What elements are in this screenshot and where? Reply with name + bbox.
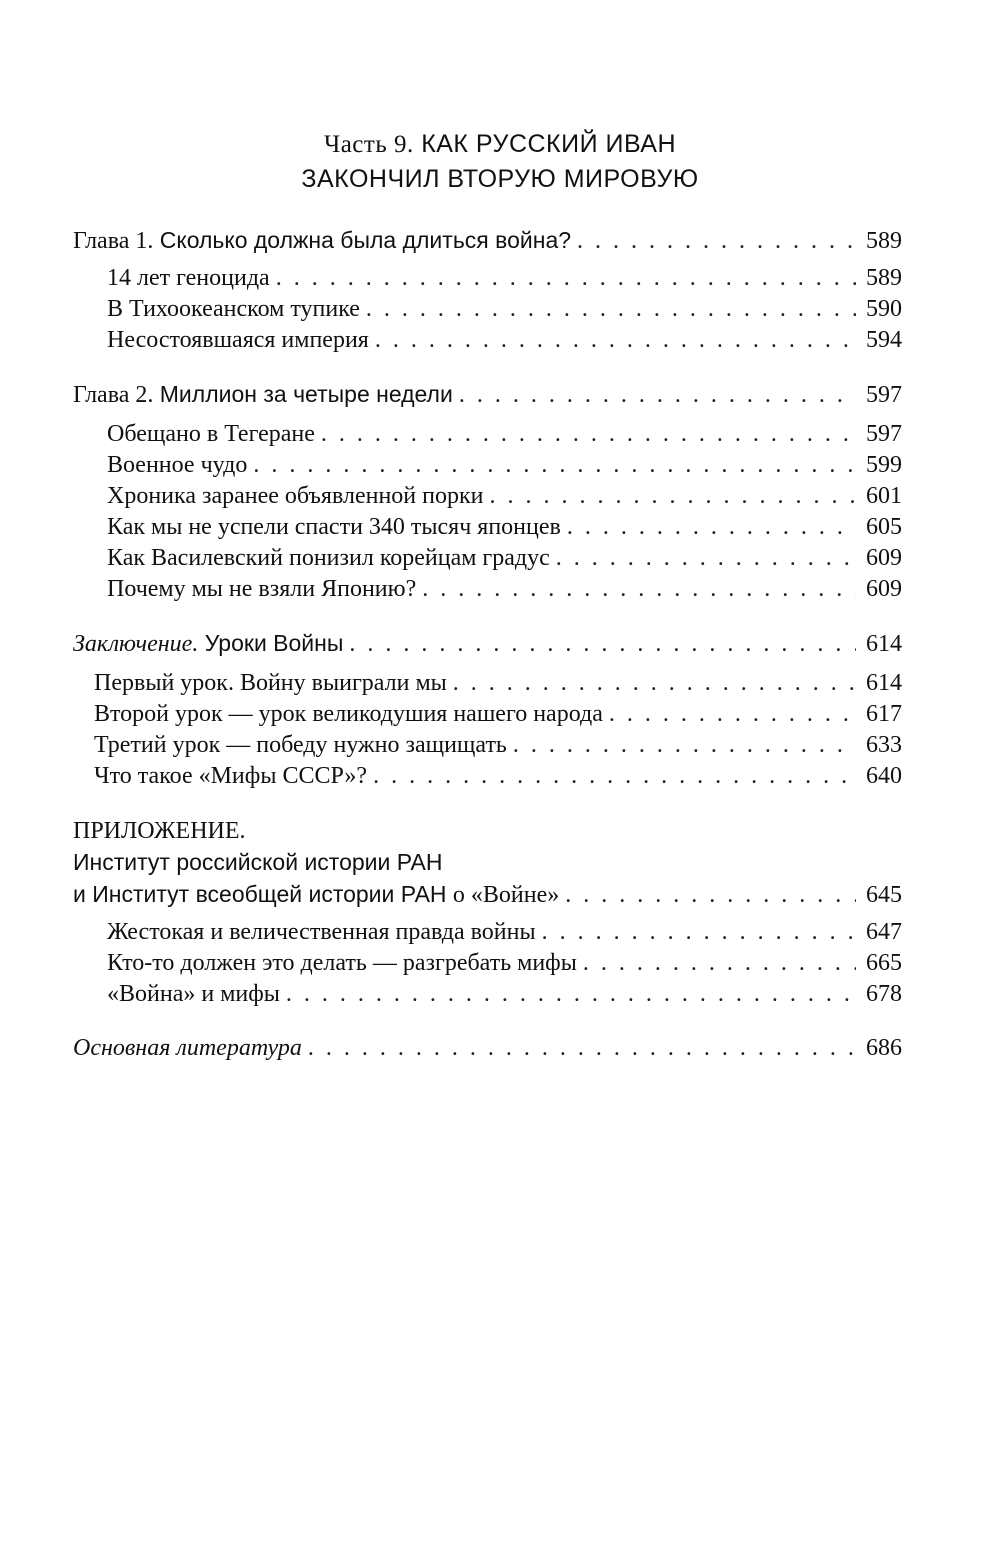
- toc-entry-page: 601: [866, 483, 902, 509]
- toc-entry-title: Жестокая и величественная правда войны: [107, 919, 536, 945]
- part-title-text-1: КАК РУССКИЙ ИВАН: [421, 130, 677, 158]
- chapter-2-prefix: Глава 2.: [73, 382, 154, 408]
- leader-dots: [276, 264, 856, 292]
- leader-dots: [375, 326, 856, 354]
- leader-dots: [609, 700, 856, 728]
- conclusion-page: 614: [866, 631, 902, 657]
- toc-entry-page: 609: [866, 576, 902, 602]
- toc-entry-title: Военное чудо: [107, 452, 248, 478]
- leader-dots: [513, 731, 856, 759]
- toc-entry[interactable]: [107, 918, 902, 946]
- toc-entry[interactable]: [107, 264, 902, 292]
- toc-entry[interactable]: [107, 575, 902, 603]
- leader-dots: [373, 762, 856, 790]
- toc-entry[interactable]: [94, 762, 902, 790]
- toc-entry-title: Первый урок. Войну выиграли мы: [94, 670, 447, 696]
- toc-entry-title: Обещано в Тегеране: [107, 421, 315, 447]
- appendix-line-1: Институт российской истории РАН: [73, 849, 443, 875]
- toc-entry-page: 633: [866, 732, 902, 758]
- toc-entry-page: 594: [866, 327, 902, 353]
- literature-page: 686: [866, 1035, 902, 1061]
- toc-entry-title: «Война» и мифы: [107, 981, 280, 1007]
- leader-dots: [422, 575, 856, 603]
- toc-entry[interactable]: [107, 980, 902, 1008]
- toc-entry[interactable]: [94, 731, 902, 759]
- appendix-line-2a: и Институт всеобщей истории РАН: [73, 881, 447, 907]
- toc-entry-page: 599: [866, 452, 902, 478]
- toc-entry-page: 617: [866, 701, 902, 727]
- leader-dots: [321, 420, 856, 448]
- toc-entry[interactable]: [107, 513, 902, 541]
- toc-chapter-2[interactable]: [73, 380, 902, 408]
- toc-entry-title: Что такое «Мифы СССР»?: [94, 763, 368, 789]
- conclusion-prefix: Заключение.: [73, 631, 199, 657]
- toc-entry-title: Как мы не успели спасти 340 тысяч японцев: [107, 514, 561, 540]
- leader-dots: [577, 227, 856, 255]
- leader-dots: [490, 482, 857, 510]
- part-title-line-2: [0, 167, 1000, 192]
- leader-dots: [366, 295, 856, 323]
- part-title-line-1: [0, 132, 1000, 157]
- toc-entry-page: 640: [866, 763, 902, 789]
- leader-dots: [565, 881, 856, 909]
- toc-entry-page: 665: [866, 950, 902, 976]
- toc-conclusion[interactable]: [73, 629, 902, 657]
- toc-entry[interactable]: [94, 669, 902, 697]
- leader-dots: [567, 513, 856, 541]
- toc-entry-page: 647: [866, 919, 902, 945]
- toc-entry-page: 597: [866, 421, 902, 447]
- toc-entry-page: 609: [866, 545, 902, 571]
- appendix-line-2b: о «Войне»: [452, 882, 560, 908]
- chapter-2-page: 597: [866, 382, 902, 408]
- chapter-2-title: Миллион за четыре недели: [159, 381, 453, 407]
- leader-dots: [253, 451, 856, 479]
- chapter-1-title: Сколько должна была длиться война?: [159, 227, 572, 253]
- toc-entry-title: Третий урок — победу нужно защищать: [94, 732, 507, 758]
- toc-entry[interactable]: [107, 544, 902, 572]
- leader-dots: [459, 381, 856, 409]
- part-label: Часть 9.: [323, 131, 414, 158]
- toc-entry-title: Второй урок — урок великодушия нашего народа: [94, 701, 603, 727]
- conclusion-title: Уроки Войны: [204, 630, 344, 656]
- toc-entry-title: 14 лет геноцида: [107, 265, 270, 291]
- toc-entry[interactable]: [107, 451, 902, 479]
- toc-appendix[interactable]: [73, 880, 902, 908]
- toc-entry[interactable]: [94, 700, 902, 728]
- chapter-1-prefix: Глава 1.: [73, 228, 154, 254]
- appendix-label: ПРИЛОЖЕНИЕ.: [73, 818, 246, 844]
- toc-literature[interactable]: [73, 1034, 902, 1062]
- literature-title: Основная литература: [73, 1035, 302, 1061]
- toc-entry-title: В Тихоокеанском тупике: [107, 296, 360, 322]
- toc-entry-title: Почему мы не взяли Японию?: [107, 576, 417, 602]
- toc-entry-title: Как Василевский понизил корейцам градус: [107, 545, 550, 571]
- toc-entry-title: Хроника заранее объявленной порки: [107, 483, 484, 509]
- chapter-1-page: 589: [866, 228, 902, 254]
- leader-dots: [349, 630, 856, 658]
- toc-entry-page: 678: [866, 981, 902, 1007]
- toc-entry-title: Кто-то должен это делать — разгребать мифы: [107, 950, 577, 976]
- leader-dots: [308, 1034, 856, 1062]
- toc-entry[interactable]: [107, 326, 902, 354]
- toc-chapter-1[interactable]: [73, 226, 902, 254]
- leader-dots: [583, 949, 856, 977]
- leader-dots: [286, 980, 856, 1008]
- toc-entry-page: 614: [866, 670, 902, 696]
- toc-entry-page: 605: [866, 514, 902, 540]
- leader-dots: [556, 544, 856, 572]
- leader-dots: [542, 918, 856, 946]
- toc-entry-title: Несостоявшаяся империя: [107, 327, 369, 353]
- toc-entry[interactable]: [107, 949, 902, 977]
- toc-entry[interactable]: [107, 295, 902, 323]
- leader-dots: [453, 669, 856, 697]
- toc-entry[interactable]: [107, 482, 902, 510]
- appendix-page: 645: [866, 882, 902, 908]
- toc-entry[interactable]: [107, 420, 902, 448]
- toc-entry-page: 589: [866, 265, 902, 291]
- part-title-text-2: ЗАКОНЧИЛ ВТОРУЮ МИРОВУЮ: [301, 165, 699, 193]
- toc-entry-page: 590: [866, 296, 902, 322]
